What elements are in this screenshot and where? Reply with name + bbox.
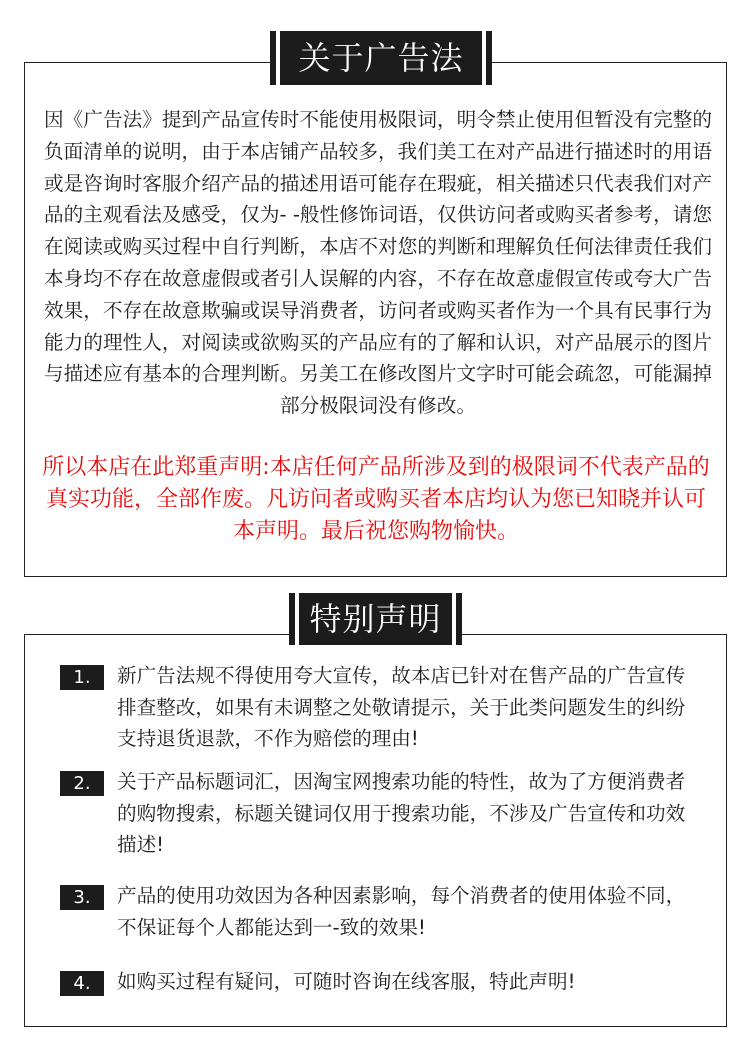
title-accent-right <box>452 593 456 645</box>
advertising-law-title <box>270 31 492 85</box>
statement-item-1 <box>60 660 700 755</box>
special-statement-title-text: 特别声明 <box>309 600 442 638</box>
advertising-law-title-text: 关于广告法 <box>298 39 464 77</box>
statement-item-3 <box>60 880 700 943</box>
title-accent-left <box>295 593 299 645</box>
statement-text: 产品的使用功效因为各种因素影响，每个消费者的使用体验不同，不保证每个人都能达到一-致的效果! <box>117 884 686 939</box>
special-statement-title <box>289 593 462 645</box>
declaration-text: 所以本店在此郑重声明:本店任何产品所涉及到的极限词不代表产品的真实功能，全部作废。凡访问者或购买者本店均认为您已知晓并认可本声明。最后祝您购物愉快。 <box>42 455 710 544</box>
statement-number-badge: 2. <box>60 771 104 796</box>
statement-item-4 <box>60 966 700 998</box>
title-accent-right <box>482 31 486 85</box>
statement-text: 如购买过程有疑问，可随时咨询在线客服，特此声明! <box>117 970 576 993</box>
statement-item-2 <box>60 766 700 861</box>
advertising-law-body: 因《广告法》提到产品宣传时不能使用极限词，明令禁止使用但暂没有完整的负面清单的说明，由于本店铺产品较多，我们美工在对产品进行描述时的用语或是咨询时客服介绍产品的描述用语可能存在瑕疵，相关描述只代表我们对产品的主观看法及感受，仅为- -般性修饰词语，仅供访问者或购买者参考，请您在阅读或购买过程中自行判断，本店不对您的判断和理解负任何法律责任我们本身均不存在故意虚假或者引人误解的内容，不存在故意虚假宣传或夸大广告效果，不存在故意欺骗或误导消费者，访问者或购买者作为一个具有民事行为能力的理性人，对阅读或欲购买的产品应有的了解和认识，对产品展示的图片与描述应有基本的合理判断。另美工在修改图片文字时可能会疏忽，可能漏掉部分极限词没有修改。 <box>44 108 712 418</box>
statement-number-badge: 4. <box>60 971 104 996</box>
statement-text: 新广告法规不得使用夸大宣传，故本店已针对在售产品的广告宣传排查整改，如果有未调整之处敬请提示，关于此类问题发生的纠纷支持退货退款，不作为赔偿的理由! <box>117 664 686 751</box>
statement-text: 关于产品标题词汇，因淘宝网搜索功能的特性，故为了方便消费者的购物搜索，标题关键词仅用于搜索功能，不涉及广告宣传和功效描述! <box>117 770 686 857</box>
title-accent-left <box>276 31 280 85</box>
statement-number-badge: 1. <box>60 665 104 690</box>
statement-number-badge: 3. <box>60 885 104 910</box>
